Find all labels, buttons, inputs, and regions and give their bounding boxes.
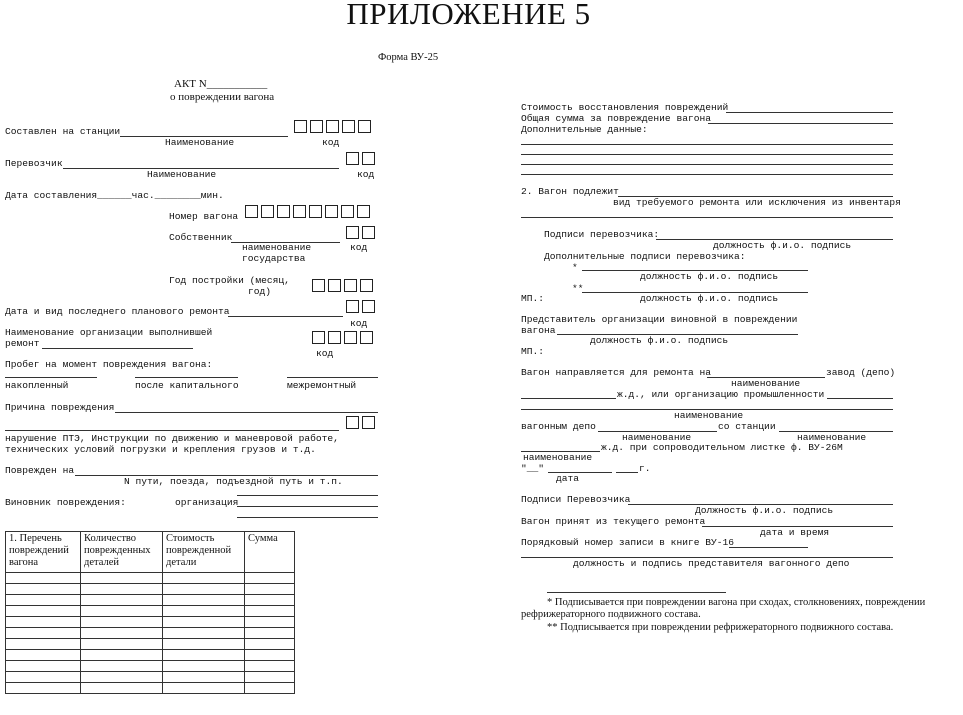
restore-cost-label: Стоимость восстановления повреждений — [521, 102, 729, 113]
wagon-number-label: Номер вагона — [169, 211, 239, 222]
table-header-row — [6, 532, 295, 573]
mileage-col-accum: накопленный — [5, 380, 69, 391]
carrier-code-caption: код — [357, 169, 375, 180]
header-cell-qty: Количество поврежденных деталей — [81, 532, 163, 573]
year-suffix: г. — [639, 463, 651, 474]
restore-cost-field[interactable] — [726, 112, 893, 113]
mileage-interrepair-field[interactable] — [287, 377, 378, 378]
owner-code-caption: код — [350, 242, 368, 253]
year-boxes[interactable] — [312, 279, 373, 292]
railway-or-org-label: ж.д., или организацию промышленности — [617, 389, 825, 400]
table-row[interactable] — [6, 650, 295, 661]
section2-line-2[interactable] — [521, 217, 893, 218]
repair-org-label-2: ремонт — [5, 338, 40, 349]
act-number: АКТ N___________ — [174, 78, 268, 90]
footnote-divider — [547, 592, 726, 593]
mileage-col-capital: после капитального — [135, 380, 239, 391]
date-label[interactable]: Дата составления______час.________мин. — [5, 190, 224, 201]
damage-table — [5, 531, 295, 694]
carrier-code-boxes[interactable] — [346, 152, 375, 165]
footnote-1-line-1: * Подписывается при повреждении вагона при сходах, столкновениях, повреждении — [547, 597, 926, 608]
from-station-label: со станции — [718, 421, 776, 432]
cause-code-boxes[interactable] — [346, 416, 375, 429]
header-cell-list: 1. Перечень повреждений вагона — [6, 532, 81, 573]
sent-repair-end: завод (депо) — [826, 367, 896, 378]
station-code-caption: код — [322, 137, 340, 148]
violation-line-1: нарушение ПТЭ, Инструкции по движению и маневровой работе, — [5, 433, 339, 444]
section2-label: 2. Вагон подлежит — [521, 186, 619, 197]
last-repair-field[interactable] — [228, 316, 343, 317]
total-sum-label: Общая сумма за повреждение вагона — [521, 113, 711, 124]
mileage-accum-field[interactable] — [5, 377, 97, 378]
book-record-field[interactable] — [729, 547, 808, 548]
last-repair-code-boxes[interactable] — [346, 300, 375, 313]
extra-signature-star2: ** — [572, 283, 584, 294]
carrier-signature-caption: должность ф.и.о. подпись — [713, 240, 852, 251]
repair-org-code-caption: код — [316, 348, 334, 359]
mileage-capital-field[interactable] — [135, 377, 238, 378]
list-railway-caption: наименование — [523, 452, 593, 463]
date-year-field[interactable] — [616, 472, 638, 473]
additional-data-line-1[interactable] — [521, 144, 893, 145]
extra-signatures-label: Дополнительные подписи перевозчика: — [544, 251, 746, 262]
station-code-boxes[interactable] — [294, 120, 371, 133]
table-row[interactable] — [6, 617, 295, 628]
violation-line-2: технических условий погрузки и крепления грузов и т.д. — [5, 444, 316, 455]
depot-caption: наименование — [622, 432, 692, 443]
culprit-rep-caption: должность ф.и.о. подпись — [590, 335, 729, 346]
last-repair-label: Дата и вид последнего планового ремонта — [5, 306, 230, 317]
additional-data-line-2[interactable] — [521, 154, 893, 155]
wagon-number-boxes[interactable] — [245, 205, 370, 218]
table-row[interactable] — [6, 628, 295, 639]
table-row[interactable] — [6, 606, 295, 617]
repair-org-code-boxes[interactable] — [312, 331, 373, 344]
date-caption: дата — [556, 473, 580, 484]
industry-org-field[interactable] — [827, 398, 893, 399]
header-cell-sum: Сумма — [245, 532, 295, 573]
culprit-label: Виновник повреждения: — [5, 497, 126, 508]
station-label: Составлен на станции — [5, 126, 121, 137]
footnote-2: ** Подписывается при повреждении рефрижераторного подвижного состава. — [547, 622, 894, 633]
additional-data-label: Дополнительные данные: — [521, 124, 648, 135]
additional-data-line-3[interactable] — [521, 164, 893, 165]
table-row[interactable] — [6, 661, 295, 672]
owner-caption-1: наименование — [242, 242, 312, 253]
sent-repair-label: Вагон направляется для ремонта на — [521, 367, 711, 378]
date-quote: "__" — [521, 463, 545, 474]
table-row[interactable] — [6, 639, 295, 650]
year-label-2: год) — [248, 286, 272, 297]
from-station-caption: наименование — [797, 432, 867, 443]
carrier-label: Перевозчик — [5, 158, 63, 169]
culprit-field-3[interactable] — [237, 517, 378, 518]
table-row[interactable] — [6, 573, 295, 584]
section2-caption: вид требуемого ремонта или исключения из инвентаря — [613, 197, 901, 208]
footnote-1-line-2: рефрижераторного подвижного состава. — [521, 609, 701, 620]
last-repair-code-caption: код — [350, 318, 368, 329]
carrier-signatures2-label: Подписи Перевозчика — [521, 494, 631, 505]
extra-signature-star1: * — [572, 262, 578, 273]
total-sum-field[interactable] — [708, 123, 893, 124]
industry-org-caption: наименование — [674, 410, 744, 421]
carrier-signatures-label: Подписи перевозчика: — [544, 229, 660, 240]
extra-signature-caption-2: должность ф.и.о. подпись — [640, 293, 779, 304]
culprit-rep-label-2: вагона — [521, 325, 556, 336]
mileage-col-interrepair: межремонтный — [287, 380, 357, 391]
owner-caption-2: государства — [242, 253, 306, 264]
station-caption: Наименование — [165, 137, 235, 148]
cause-field[interactable] — [115, 412, 378, 413]
damaged-at-caption: N пути, поезда, подъездной путь и т.п. — [124, 476, 343, 487]
organization-label: организация — [175, 497, 239, 508]
depot-label: вагонным депо — [521, 421, 596, 432]
appendix-title: ПРИЛОЖЕНИЕ 5 — [346, 0, 591, 31]
culprit-rep-label-1: Представитель организации виновной в повреждении — [521, 314, 798, 325]
additional-data-line-4[interactable] — [521, 174, 893, 175]
table-row[interactable] — [6, 672, 295, 683]
depot-rep-caption: должность и подпись представителя вагонного депо — [573, 558, 850, 569]
date-time-caption: дата и время — [760, 527, 830, 538]
sent-repair-caption: наименование — [731, 378, 801, 389]
repair-org-label-1: Наименование организации выполнившей — [5, 327, 213, 338]
carrier-caption: Наименование — [147, 169, 217, 180]
table-row[interactable] — [6, 595, 295, 606]
mp-label-1: МП.: — [521, 293, 545, 304]
accompanying-list-label: ж.д. при сопроводительном листке ф. ВУ-26М — [601, 442, 843, 453]
book-record-label: Порядковый номер записи в книге ВУ-16 — [521, 537, 735, 548]
form-name: Форма ВУ-25 — [378, 52, 439, 63]
owner-label: Собственник — [169, 232, 233, 243]
railway-field[interactable] — [521, 398, 616, 399]
accepted-from-repair-label: Вагон принят из текущего ремонта — [521, 516, 706, 527]
cause-label: Причина повреждения — [5, 402, 115, 413]
mileage-label: Пробег на момент повреждения вагона: — [5, 359, 213, 370]
owner-code-boxes[interactable] — [346, 226, 375, 239]
act-subtitle: о повреждении вагона — [170, 91, 275, 103]
mp-label-2: МП.: — [521, 346, 545, 357]
table-row[interactable] — [6, 584, 295, 595]
damaged-at-label: Поврежден на — [5, 465, 75, 476]
culprit-field-2[interactable] — [237, 506, 378, 507]
carrier-signature2-caption: Должность ф.и.о. подпись — [695, 505, 834, 516]
table-row[interactable] — [6, 683, 295, 694]
culprit-field-1[interactable] — [237, 495, 378, 496]
extra-signature-caption-1: должность ф.и.о. подпись — [640, 271, 779, 282]
cause-field-2[interactable] — [5, 430, 339, 431]
repair-org-field[interactable] — [42, 348, 193, 349]
header-cell-cost: Стоимость поврежденной детали — [163, 532, 245, 573]
year-label-1: Год постройки (месяц, — [169, 275, 290, 286]
